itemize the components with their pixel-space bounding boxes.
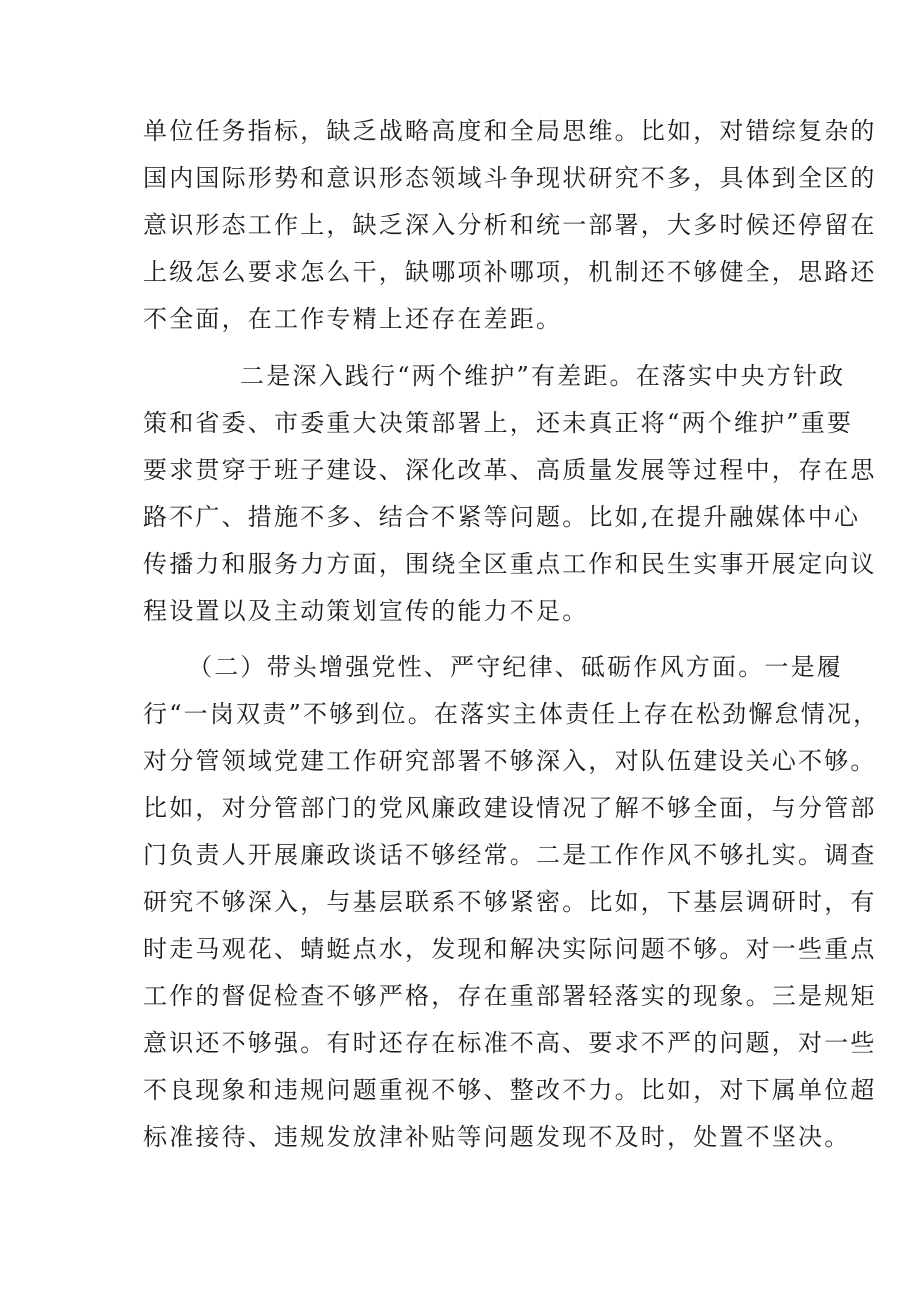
text-line: 门负责人开展廉政谈话不够经常。二是工作作风不够扎实。调查 — [143, 841, 877, 869]
text-line: 单位任务指标，缺乏战略高度和全局思维。比如，对错综复杂的 — [143, 117, 877, 145]
text-line: 传播力和服务力方面，围绕全区重点工作和民生实事开展定向议 — [143, 550, 877, 578]
text-line: 要求贯穿于班子建设、深化改革、高质量发展等过程中，存在思 — [143, 456, 877, 484]
text-line: 研究不够深入，与基层联系不够紧密。比如，下基层调研时，有 — [143, 888, 877, 916]
text-line: 时走马观花、蜻蜓点水，发现和解决实际问题不够。对一些重点 — [143, 935, 877, 963]
text-line: 策和省委、市委重大决策部署上，还未真正将“两个维护”重要 — [143, 409, 854, 437]
paragraph-start-line: （二）带头增强党性、严守纪律、砥砺作风方面。一是履 — [188, 653, 843, 681]
text-line: 路不广、措施不多、结合不紧等问题。比如,在提升融媒体中心 — [143, 503, 861, 531]
text-line: 不全面，在工作专精上还存在差距。 — [143, 305, 563, 333]
text-line: 行“一岗双责”不够到位。在落实主体责任上存在松劲懈怠情况， — [143, 700, 880, 728]
paragraph-start-line: 二是深入践行“两个维护”有差距。在落实中央方针政 — [240, 362, 846, 390]
text-line: 国内国际形势和意识形态领域斗争现状研究不多，具体到全区的 — [143, 164, 877, 192]
text-line: 对分管领域党建工作研究部署不够深入，对队伍建设关心不够。 — [143, 747, 877, 775]
text-line: 上级怎么要求怎么干，缺哪项补哪项，机制还不够健全，思路还 — [143, 258, 877, 286]
text-line: 意识还不够强。有时还存在标准不高、要求不严的问题，对一些 — [143, 1029, 877, 1057]
text-line: 比如，对分管部门的党风廉政建设情况了解不够全面，与分管部 — [143, 794, 877, 822]
text-line: 工作的督促检查不够严格，存在重部署轻落实的现象。三是规矩 — [143, 982, 877, 1010]
text-line: 程设置以及主动策划宣传的能力不足。 — [143, 597, 589, 625]
text-line: 标准接待、违规发放津补贴等问题发现不及时，处置不坚决。 — [143, 1123, 851, 1151]
text-line: 不良现象和违规问题重视不够、整改不力。比如，对下属单位超 — [143, 1076, 877, 1104]
text-line: 意识形态工作上，缺乏深入分析和统一部署，大多时候还停留在 — [143, 211, 877, 239]
